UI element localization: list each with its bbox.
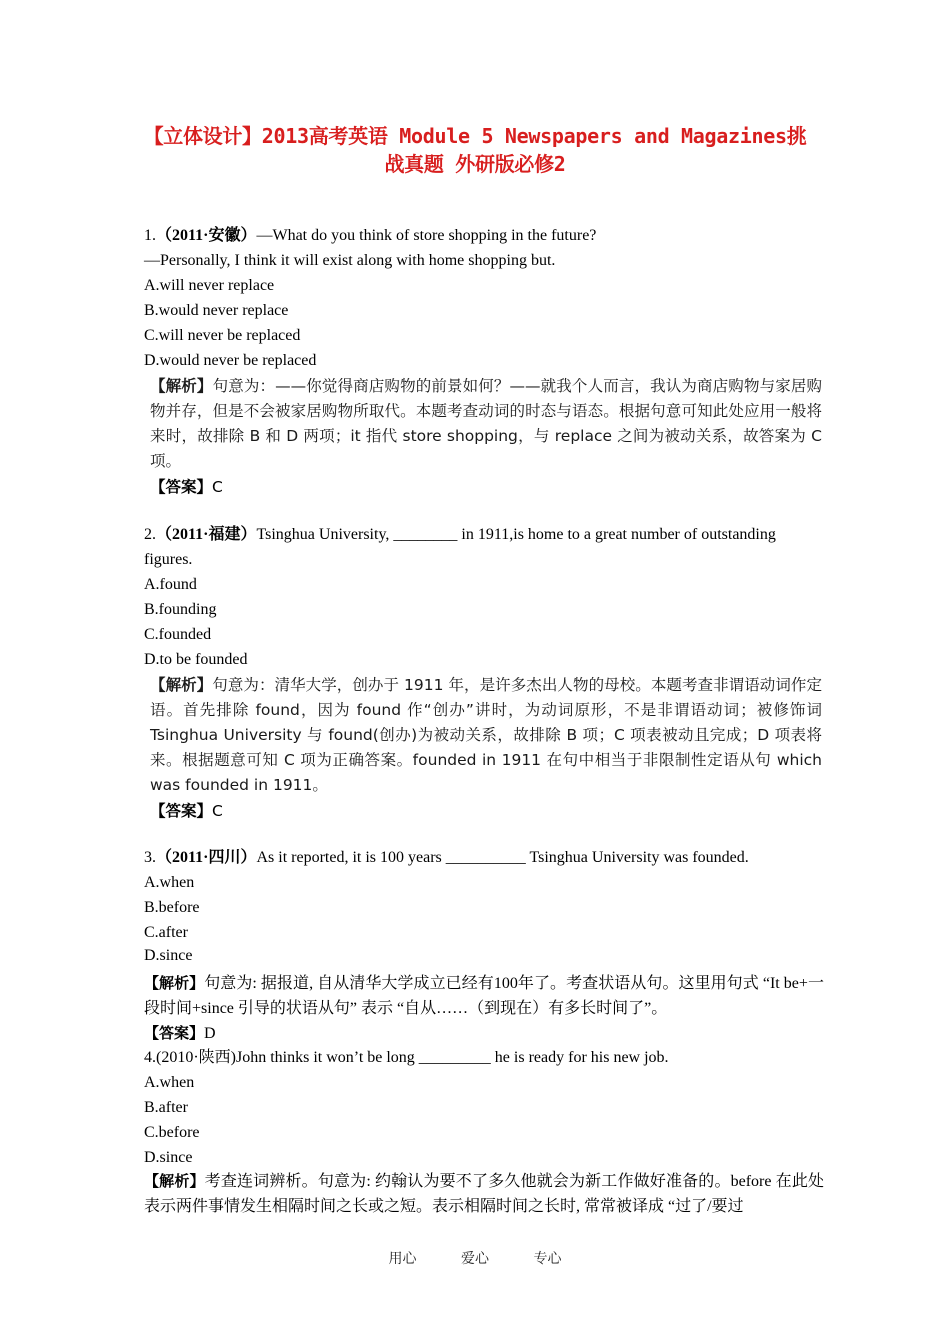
document-title (130, 122, 820, 178)
title-line-1: 【立体设计】2013高考英语 Module 5 Newspapers and Magazines挑 (143, 124, 807, 148)
q1-option-c: C.will never be replaced (144, 327, 301, 344)
q4-option-d: D.since (144, 1149, 193, 1166)
footer-item: 用心 (388, 1251, 417, 1267)
q1-stem-line-1: 1.（2011·安徽）—What do you think of store shopping in the future? (144, 227, 597, 244)
q1-source: （2011·安徽） (156, 227, 257, 244)
footer-item: 爱心 (461, 1251, 489, 1267)
q2-source: （2011·福建） (156, 526, 257, 543)
q3-option-d: D.since (144, 947, 193, 964)
q4-option-c: C.before (144, 1124, 200, 1141)
page-footer (0, 1248, 950, 1268)
q4-option-a: A.when (144, 1074, 195, 1091)
q2-answer: 【答案】C (150, 802, 223, 820)
q2-option-a: A.found (144, 576, 197, 593)
q3-analysis: 【解析】句意为: 据报道, 自从清华大学成立已经有100年了。考查状语从句。这里用句式 “It be+一段时间+since 引导的状语从句” 表示 “自从……（到现在）有多长时间了”。 (144, 974, 824, 1017)
q1-option-a: A.will never replace (144, 277, 275, 294)
q3-stem-line-1: 3.（2011·四川）As it reported, it is 100 years __________ Tsinghua University was founded. (144, 849, 749, 866)
q2-analysis: 【解析】句意为：清华大学，创办于 1911 年，是许多杰出人物的母校。本题考查非谓语动词作定语。首先排除 found，因为 found 作“创办”讲时，为动词原形，不是非谓语动词；被修饰词 Tsinghua University 与 found(创办)为被动关系，故排除 B 项；C 项表被动且完成；D 项表将来。根据题意可知 C 项为正确答案。founded in 1911 在句中相当于非限制性定语从句 which was founded in 1911。 (150, 676, 822, 794)
q4-analysis: 【解析】考查连词辨析。句意为: 约翰认为要不了多久他就会为新工作做好准备的。before 在此处表示两件事情发生相隔时间之长或之短。表示相隔时间之长时, 常常被译成 “过了/要过 (144, 1172, 824, 1215)
q1-analysis: 【解析】句意为：——你觉得商店购物的前景如何？——就我个人而言，我认为商店购物与家居购物并存，但是不会被家居购物所取代。本题考查动词的时态与语态。根据句意可知此处应用一般将来时，故排除 B 和 D 两项；it 指代 store shopping，与 replace 之间为被动关系，故答案为 C 项。 (150, 377, 822, 470)
q1-answer: 【答案】C (150, 478, 223, 496)
q2-option-c: C.founded (144, 626, 212, 643)
q2-stem-line-1: 2.（2011·福建）Tsinghua University, ________ in 1911,is home to a great number of outstanding (144, 526, 776, 543)
q1-option-b: B.would never replace (144, 302, 289, 319)
q1-option-d: D.would never be replaced (144, 352, 317, 369)
q4-option-b: B.after (144, 1099, 188, 1116)
q3-source: （2011·四川） (156, 849, 257, 866)
q2-stem-line-2: figures. (144, 551, 193, 568)
q3-option-a: A.when (144, 874, 195, 891)
footer-item: 专心 (533, 1251, 562, 1267)
q2-option-d: D.to be founded (144, 651, 248, 668)
title-line-2: 战真题 外研版必修2 (384, 152, 566, 176)
q4-stem-line-1: 4.(2010·陕西)John thinks it won’t be long _________ he is ready for his new job. (144, 1049, 669, 1066)
q2-option-b: B.founding (144, 601, 217, 618)
q3-option-c: C.after (144, 924, 188, 941)
q1-stem-line-2: —Personally, I think it will exist along with home shopping but. (144, 252, 556, 269)
q3-answer: 【答案】D (144, 1024, 216, 1042)
q3-option-b: B.before (144, 899, 200, 916)
